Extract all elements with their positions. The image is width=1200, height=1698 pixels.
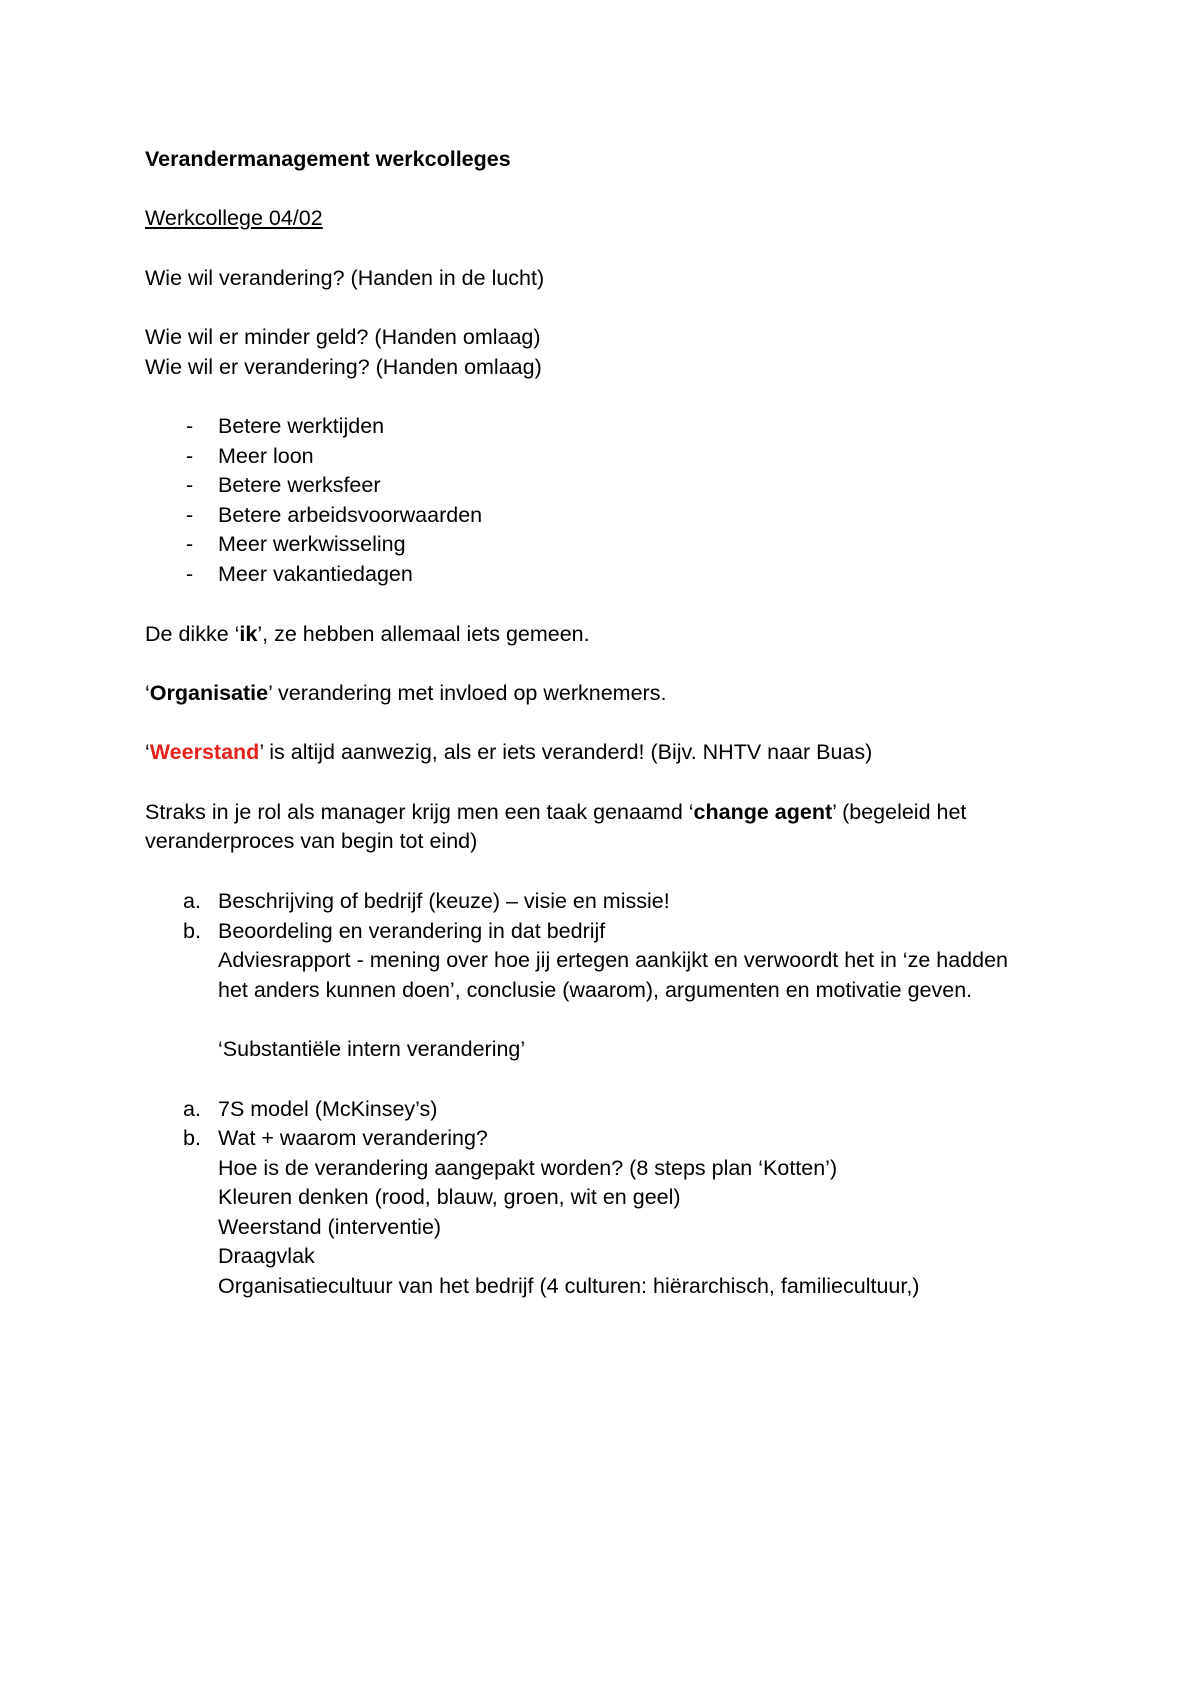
list-item-detail: Hoe is de verandering aangepakt worden? (8 steps plan ‘Kotten’) [218, 1156, 838, 1180]
question-line: Wie wil verandering? (Handen in de lucht) [145, 266, 545, 290]
list-marker: a. [183, 889, 201, 913]
change-agent-statement: Straks in je rol als manager krijg men een taak genaamd ‘change agent’ (begeleid het [145, 800, 967, 824]
bullet-marker: - [186, 503, 194, 527]
list-marker: b. [183, 1126, 201, 1150]
list-item: Beoordeling en verandering in dat bedrijf [218, 919, 606, 943]
bullet-item: Meer vakantiedagen [218, 562, 413, 586]
list-item-detail: Adviesrapport - mening over hoe jij ertegen aankijkt en verwoordt het in ‘ze hadden [218, 948, 1008, 972]
list-item: 7S model (McKinsey’s) [218, 1097, 438, 1121]
bullet-item: Betere werktijden [218, 414, 385, 438]
weerstand-highlight: Weerstand [149, 740, 260, 764]
bullet-marker: - [186, 473, 194, 497]
list-marker: b. [183, 919, 201, 943]
ik-statement: De dikke ‘ik’, ze hebben allemaal iets gemeen. [145, 622, 590, 646]
list-item-quote: ‘Substantiële intern verandering’ [218, 1037, 526, 1061]
list-item-detail: Kleuren denken (rood, blauw, groen, wit en geel) [218, 1185, 681, 1209]
list-item-detail: Organisatiecultuur van het bedrijf (4 culturen: hiërarchisch, familiecultuur,) [218, 1274, 920, 1298]
list-item-detail: Weerstand (interventie) [218, 1215, 442, 1239]
list-item: Beschrijving of bedrijf (keuze) – visie en missie! [218, 889, 670, 913]
list-item-detail: Draagvlak [218, 1244, 315, 1268]
question-line: Wie wil er minder geld? (Handen omlaag) [145, 325, 541, 349]
bullet-item: Meer loon [218, 444, 314, 468]
bullet-marker: - [186, 444, 194, 468]
document-title: Verandermanagement werkcolleges [145, 147, 511, 171]
question-line: Wie wil er verandering? (Handen omlaag) [145, 355, 542, 379]
list-item-detail: het anders kunnen doen’, conclusie (waarom), argumenten en motivatie geven. [218, 978, 973, 1002]
bullet-marker: - [186, 532, 194, 556]
bullet-item: Betere arbeidsvoorwaarden [218, 503, 483, 527]
list-marker: a. [183, 1097, 201, 1121]
change-agent-continuation: veranderproces van begin tot eind) [145, 829, 478, 853]
weerstand-statement: ‘Weerstand’ is altijd aanwezig, als er iets veranderd! (Bijv. NHTV naar Buas) [145, 740, 873, 764]
bullet-item: Meer werkwisseling [218, 532, 406, 556]
organisatie-statement: ‘Organisatie’ verandering met invloed op werknemers. [145, 681, 667, 705]
bullet-marker: - [186, 562, 194, 586]
document-subtitle: Werkcollege 04/02 [145, 206, 323, 230]
list-item: Wat + waarom verandering? [218, 1126, 488, 1150]
bullet-item: Betere werksfeer [218, 473, 381, 497]
bullet-marker: - [186, 414, 194, 438]
